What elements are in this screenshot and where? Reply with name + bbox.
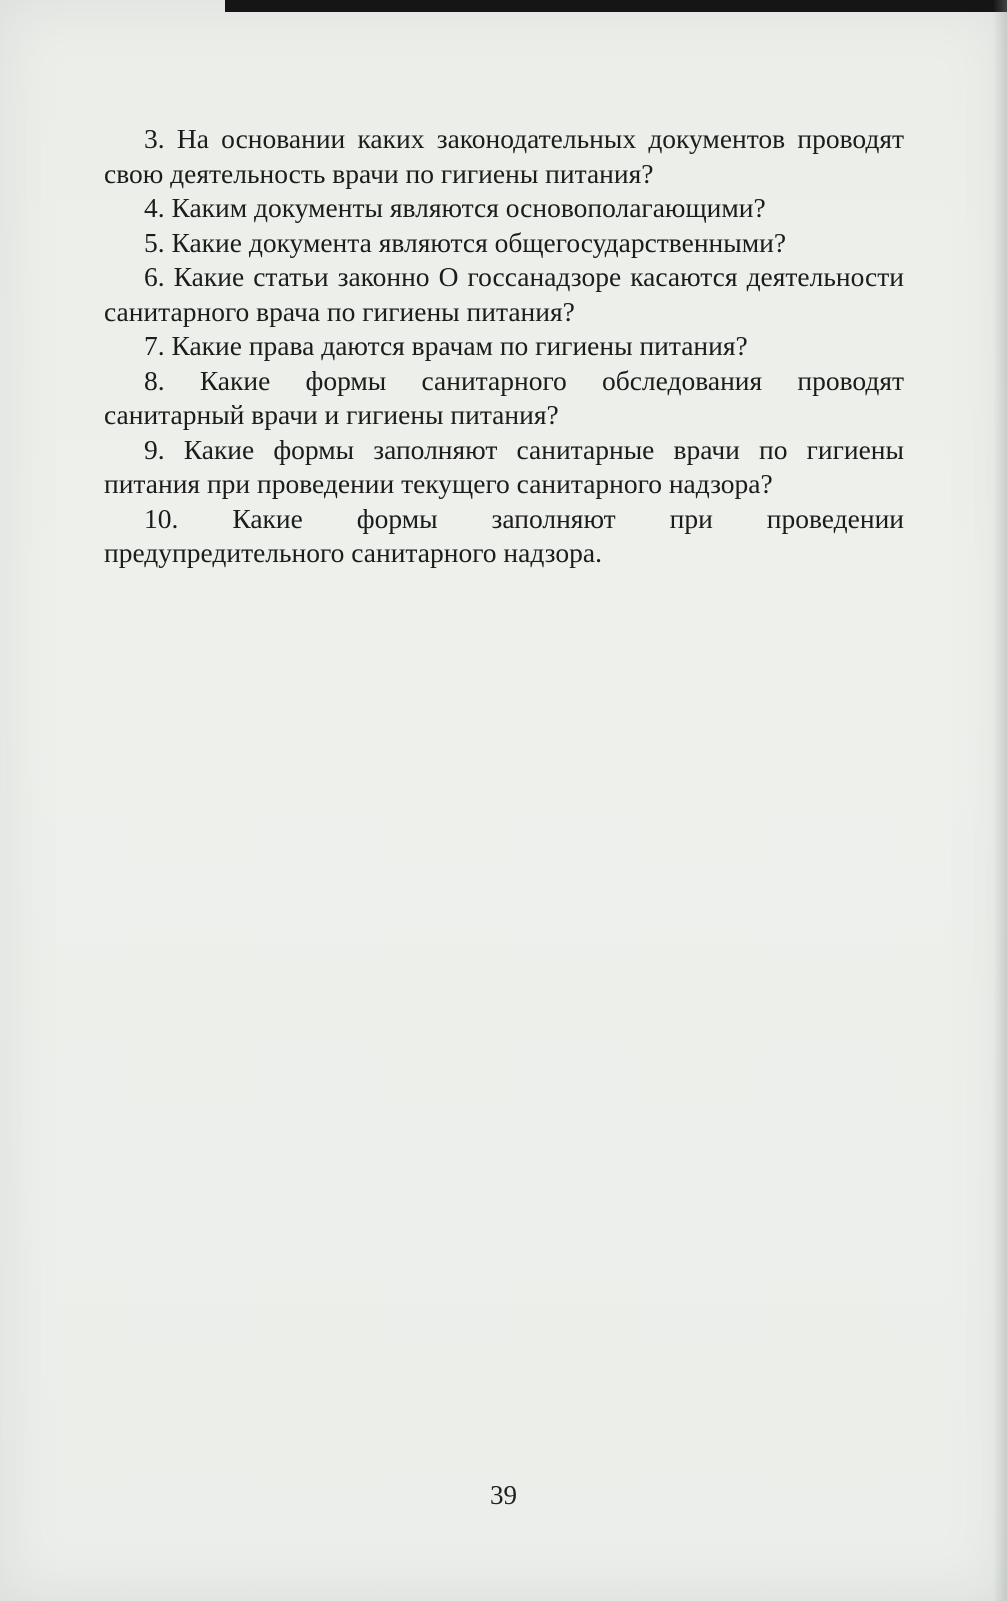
question-list	[104, 122, 904, 571]
question-5: 5. Какие документа являются общегосударственными?	[144, 226, 787, 258]
question-6: 6. Какие статьи законно О госсанадзоре касаются деятельности санитарного врача по гигиены питания?	[104, 261, 904, 327]
question-7: 7. Какие права даются врачам по гигиены питания?	[144, 330, 748, 361]
question-8: 8. Какие формы санитарного обследования проводят санитарный врачи и гигиены питания?	[104, 364, 904, 430]
scan-dark-edge	[225, 0, 1007, 12]
page-number: 39	[490, 1480, 517, 1510]
question-4: 4. Каким документы являются основополагающими?	[144, 192, 766, 223]
scan-shadow-edge	[993, 0, 1007, 1601]
question-9: 9. Какие формы заполняют санитарные врачи по гигиены питания при проведении текущего санитарного надзора?	[104, 433, 904, 499]
question-10: 10. Какие формы заполняют при проведении предупредительного санитарного надзора.	[104, 502, 904, 568]
question-3: 3. На основании каких законодательных документов проводят свою деятельность врачи по гигиены питания?	[104, 123, 904, 189]
